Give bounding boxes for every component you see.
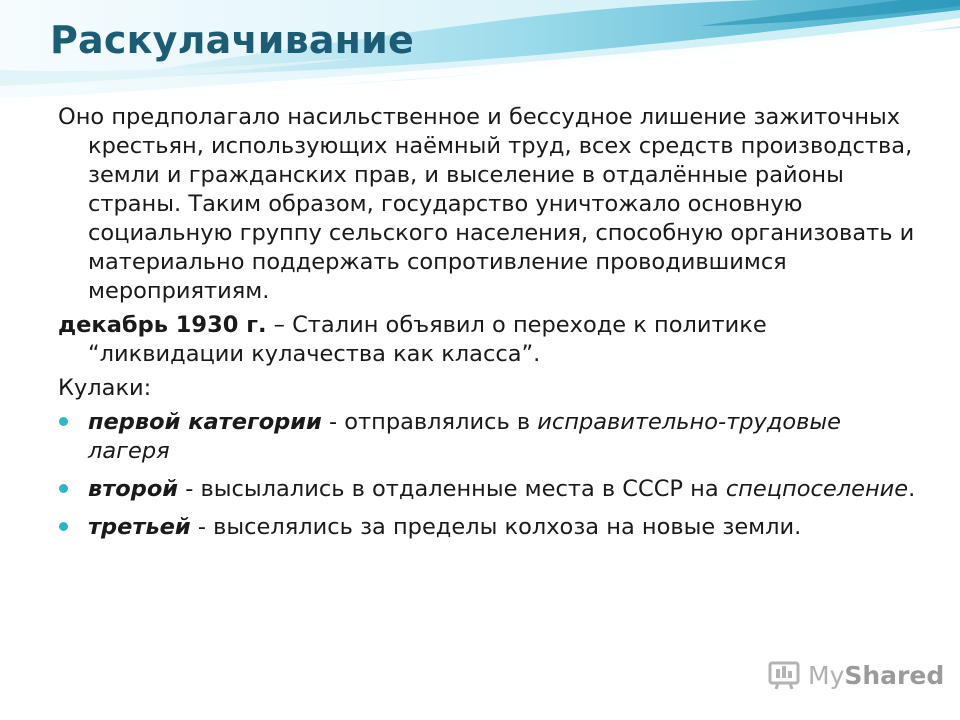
decree-text: – Сталин объявил о переходе к политике “ликвидации кулачества как класса”. [88, 312, 767, 367]
kulak-categories-list [58, 408, 918, 542]
myshared-watermark [768, 657, 944, 693]
intro-paragraph: Оно предполагало насильственное и бессудное лишение зажиточных крестьян, использующих наёмный труд, всех средств производства, земли и гражданских прав, и выселение в отдалённые районы страны. Таким образом, государство уничтожало основную социальную группу сельского населения, способную организовать и материально поддержать сопротивление проводившимся мероприятиям. [58, 104, 915, 304]
list-item [58, 408, 918, 466]
slide-title: Раскулачивание [50, 18, 414, 62]
bullet-dot-icon [59, 484, 68, 493]
watermark-shared: Shared [844, 660, 945, 690]
decree-date: декабрь 1930 г. [58, 312, 267, 338]
list-item [58, 513, 918, 542]
category-place: исправительно-трудовые лагеря [88, 409, 842, 464]
category-term: третьей [88, 514, 191, 540]
bullet-dot-icon [59, 522, 68, 531]
bullet-dot-icon [59, 417, 68, 426]
category-place: спецпоселение [725, 476, 909, 502]
category-text: - высылались в отдаленные места в СССР на [178, 476, 726, 502]
watermark-my: My [808, 660, 845, 690]
kulaks-label: Кулаки: [58, 375, 152, 401]
category-term: второй [88, 476, 179, 502]
category-end: . [908, 476, 916, 502]
category-term: первой категории [88, 409, 322, 435]
myshared-logo-icon [768, 660, 802, 690]
category-text: - выселялись за пределы колхоза на новые земли. [190, 514, 802, 540]
category-text: - отправлялись в [321, 409, 538, 435]
list-item [58, 475, 918, 504]
decree-paragraph [58, 311, 918, 369]
slide-content [58, 103, 918, 551]
